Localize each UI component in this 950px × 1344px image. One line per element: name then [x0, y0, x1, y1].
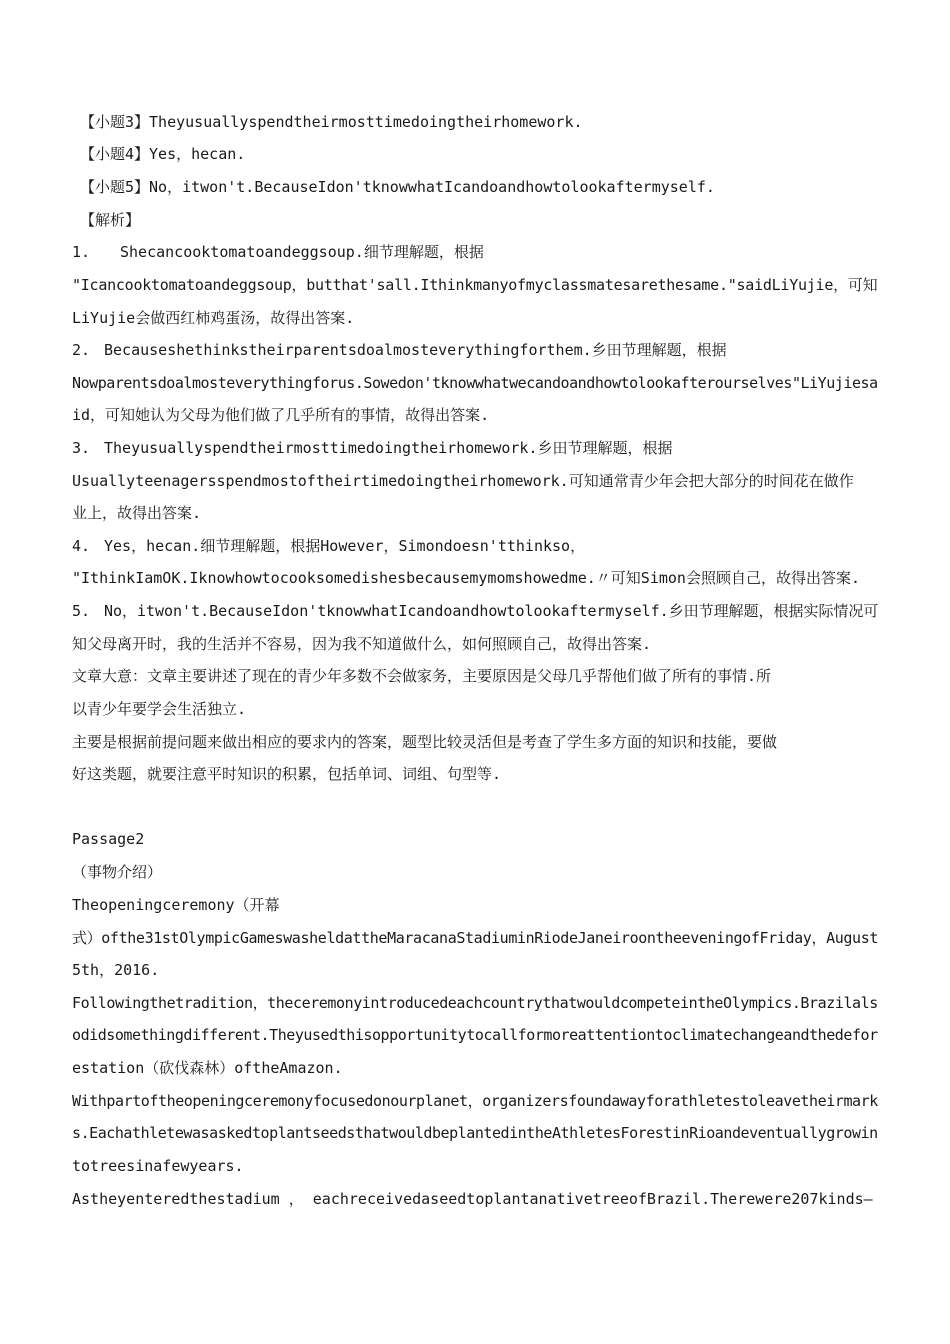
answer-5: 【小题5】No，itwon't.BecauseIdon'tknowwhatIcandoandhowtolookaftermyself.: [80, 178, 715, 196]
explanation-3-line-1: 3. Theyusuallyspendtheirmosttimedoingtheirhomework.乡田节理解题，根据: [72, 439, 673, 457]
explanation-4-line-2: "IthinkIamOK.Iknowhowtocooksomedishesbecausemymomshowedme.〃可知Simon会照顾自己，故得出答案.: [72, 569, 860, 587]
passage-category: （事物介绍）: [72, 863, 163, 881]
passage-line-7: Withpartoftheopeningceremonyfocusedonourplanet，organizersfoundawayforathletestoleavetheirmark: [72, 1092, 878, 1110]
answer-4: 【小题4】Yes，hecan.: [80, 145, 246, 163]
explanation-2-line-1: 2. Becauseshethinkstheirparentsdoalmosteverythingforthem.乡田节理解题，根据: [72, 341, 727, 359]
passage-line-10: Astheyenteredthestadium ， eachreceivedaseedtoplantanativetreeofBrazil.Therewere207kinds—: [72, 1190, 873, 1208]
explanation-2-line-3: id，可知她认为父母为他们做了几乎所有的事情，故得出答案.: [72, 406, 490, 424]
explanation-3-number: 3.: [72, 439, 91, 457]
passage-line-8: s.EachathletewasaskedtoplantseedsthatwouldbeplantedintheAthletesForestinRioandeventuallygrowin: [72, 1124, 878, 1142]
passage-line-3: 5th，2016.: [72, 961, 160, 979]
explanation-3-line-2: Usuallyteenagersspendmostoftheirtimedoingtheirhomework.可知通常青少年会把大部分的时间花在做作: [72, 472, 854, 490]
passage-line-5: odidsomethingdifferent.Theyusedthisopportunitytocallformoreattentiontoclimatechangeandthedefor: [72, 1026, 878, 1044]
explanation-2-line-2: Nowparentsdoalmosteverythingforus.Sowedon'tknowwhatwecandoandhowtolookafterourselves"LiYujiesa: [72, 374, 878, 392]
answer-3: 【小题3】Theyusuallyspendtheirmosttimedoingtheirhomework.: [80, 113, 583, 131]
explanation-5-line-1: 5. No，itwon't.BecauseIdon'tknowwhatIcandoandhowtolookaftermyself.乡田节理解题，根据实际情况可: [72, 602, 878, 620]
summary-line-1: 文章大意：文章主要讲述了现在的青少年多数不会做家务，主要原因是父母几乎帮他们做了所有的事情.所: [72, 667, 772, 685]
explanation-2-number: 2.: [72, 341, 91, 359]
analysis-heading: 【解析】: [80, 211, 141, 229]
passage-line-2: 式）ofthe31stOlympicGameswasheldattheMaracanaStadiuminRiodeJaneiroontheeveningofFriday，August: [72, 929, 878, 947]
passage-line-4: Followingthetradition，theceremonyintroducedeachcountrythatwouldcompeteintheOlympics.Brazilals: [72, 994, 878, 1012]
explanation-1-line-2: "Icancooktomatoandeggsoup，butthat'sall.Ithinkmanyofmyclassmatesarethesame."saidLiYujie，可知: [72, 276, 878, 294]
explanation-1-line-1: 1. Shecancooktomatoandeggsoup.细节理解题，根据: [72, 243, 484, 261]
summary-line-3: 主要是根据前提问题来做出相应的要求内的答案，题型比较灵活但是考查了学生多方面的知识和技能，要做: [72, 733, 778, 751]
passage-line-9: totreesinafewyears.: [72, 1157, 244, 1175]
explanation-3-line-3: 业上，故得出答案.: [72, 504, 202, 522]
explanation-5-number: 5.: [72, 602, 91, 620]
passage-line-1: Theopeningceremony（开幕: [72, 896, 280, 914]
passage-title: Passage2: [72, 830, 145, 848]
summary-line-4: 好这类题，就要注意平时知识的积累，包括单词、词组、句型等.: [72, 765, 502, 783]
passage-line-6: estation（砍伐森林）oftheAmazon.: [72, 1059, 343, 1077]
explanation-1-line-3: LiYujie会做西红柿鸡蛋汤，故得出答案.: [72, 309, 355, 327]
explanation-5-line-2: 知父母离开时，我的生活并不容易，因为我不知道做什么，如何照顾自己，故得出答案.: [72, 635, 652, 653]
summary-line-2: 以青少年要学会生活独立.: [72, 700, 247, 718]
explanation-4-number: 4.: [72, 537, 91, 555]
explanation-1-number: 1.: [72, 243, 91, 261]
explanation-4-line-1: 4. Yes，hecan.细节理解题，根据However，Simondoesn'tthinkso，: [72, 537, 586, 555]
